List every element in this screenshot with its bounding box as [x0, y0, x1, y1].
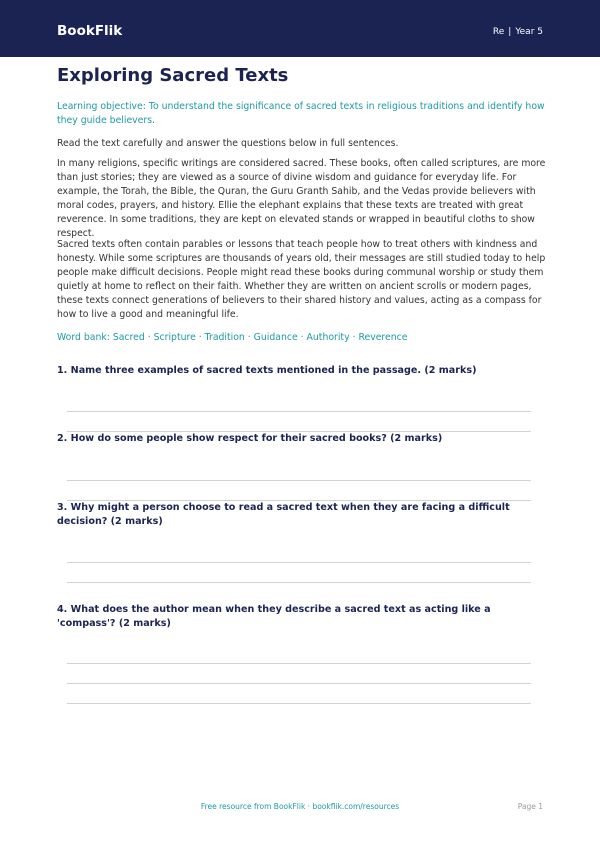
learning-objective: Learning objective: To understand the significance of sacred texts in religious traditions and identify how they guide believers. — [57, 101, 545, 126]
year-label: Year 5 — [515, 27, 543, 37]
instructions: Read the text carefully and answer the questions below in full sentences. — [57, 138, 399, 149]
header-bar — [0, 0, 600, 57]
answer-line-q4-1[interactable] — [67, 663, 531, 664]
answer-line-q1-1[interactable] — [67, 411, 531, 412]
question-2: 2. How do some people show respect for their sacred books? (2 marks) — [57, 433, 443, 444]
page-number: Page 1 — [517, 802, 543, 811]
answer-line-q3-1[interactable] — [67, 562, 531, 563]
answer-line-q2-1[interactable] — [67, 480, 531, 481]
header-meta — [493, 27, 543, 37]
passage-paragraph-1: In many religions, specific writings are considered sacred. These books, often called scriptures, are more than just stories; they are viewed as a source of divine wisdom and guidance for everyday life. For example, the Torah, the Bible, the Quran, the Guru Granth Sahib, and the Vedas provide believers with moral codes, prayers, and history. Ellie the elephant explains that these texts are treated with great reverence. In some traditions, they are kept on elevated stands or wrapped in beautiful cloths to show respect. — [57, 158, 546, 240]
question-4: 4. What does the author mean when they describe a sacred text as acting like a 'compass'? (2 marks) — [57, 604, 491, 629]
question-3: 3. Why might a person choose to read a sacred text when they are facing a difficult decision? (2 marks) — [57, 502, 510, 527]
question-1: 1. Name three examples of sacred texts mentioned in the passage. (2 marks) — [57, 365, 477, 376]
passage-paragraph-2: Sacred texts often contain parables or lessons that teach people how to treat others with kindness and honesty. While some scriptures are thousands of years old, their messages are still studied today to help people make difficult decisions. People might read these books during communal worship or study them quietly at home to reflect on their faith. Whether they are written on ancient scrolls or modern pages, these texts connect generations of believers to their shared history and values, acting as a compass for how to live a good and meaningful life. — [57, 239, 546, 321]
word-bank: Word bank: Sacred · Scripture · Tradition · Guidance · Authority · Reverence — [57, 332, 408, 343]
answer-line-q4-3[interactable] — [67, 703, 531, 704]
subject-label: Re — [492, 27, 505, 37]
brand-logo[interactable]: BookFlik — [57, 23, 123, 39]
meta-separator: | — [508, 27, 512, 37]
answer-line-q4-2[interactable] — [67, 683, 531, 684]
answer-line-q3-2[interactable] — [67, 582, 531, 583]
footer-resource-link[interactable]: Free resource from BookFlik · bookflik.com/resources — [200, 802, 400, 811]
page-title: Exploring Sacred Texts — [57, 65, 289, 86]
